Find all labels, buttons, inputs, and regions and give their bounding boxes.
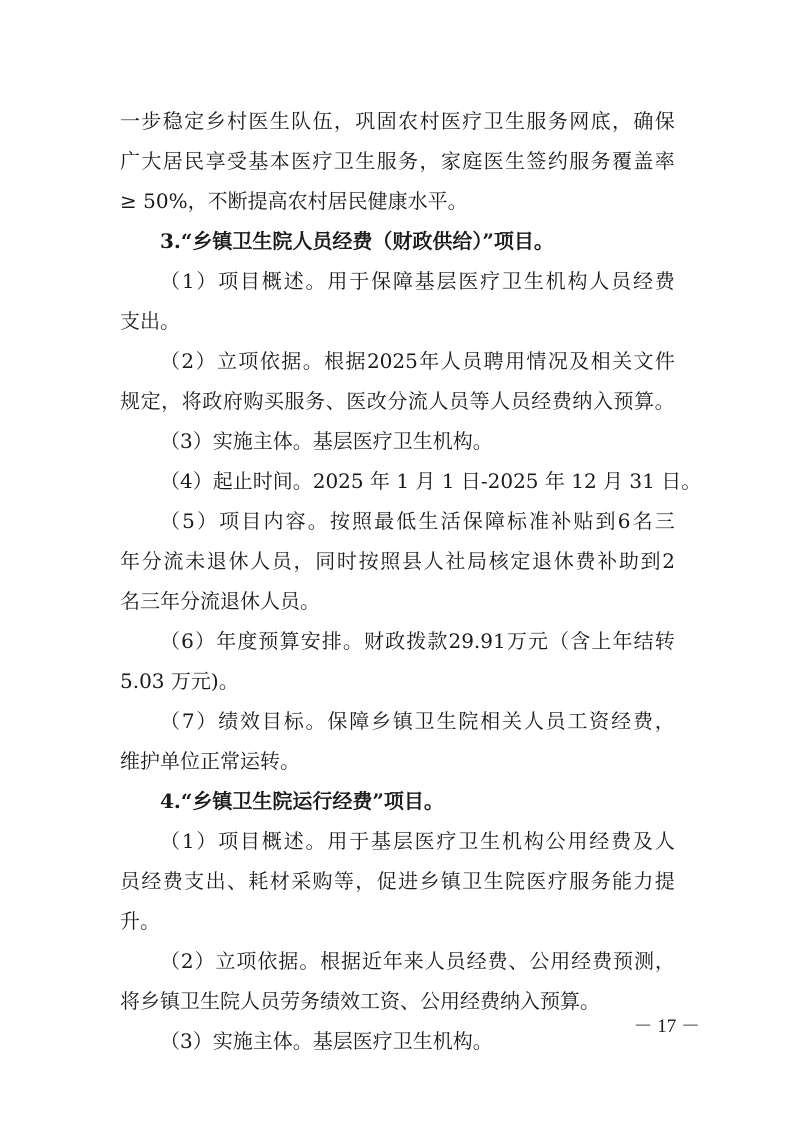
justified-text: （ 2 ） 立 项 依 据 。 根 据 2025 年 人 员 聘 用 情 况 及 相 关 文 件 — [160, 349, 675, 373]
section-heading — [0, 221, 793, 261]
paragraph-line — [0, 501, 793, 541]
paragraph-line — [0, 301, 793, 341]
justified-text: （ 2 ） 立 项 依 据 。 根 据 近 年 来 人 员 经 费 、 公 用 经 费 预 测 ， — [160, 949, 675, 973]
line-text: 维护单位正常运转。 — [120, 749, 300, 773]
line-text: （4）起止时间。2025 年 1 月 1 日-2025 年 12 月 31 日。 — [160, 469, 702, 493]
paragraph-line — [0, 821, 793, 861]
paragraph-line — [0, 261, 793, 301]
paragraph-line — [0, 621, 793, 661]
paragraph-line — [0, 181, 793, 221]
justified-text: （ 7 ） 绩 效 目 标 。 保 障 乡 镇 卫 生 院 相 关 人 员 工 资 经 费 ， — [160, 709, 675, 733]
paragraph-line — [0, 901, 793, 941]
line-text: （3）实施主体。基层医疗卫生机构。 — [160, 1029, 493, 1053]
paragraph-line — [0, 421, 793, 461]
paragraph-line — [0, 541, 793, 581]
justified-text: 一 步 稳 定 乡 村 医 生 队 伍 ， 巩 固 农 村 医 疗 卫 生 服 务 网 底 ， 确 保 — [120, 109, 675, 133]
line-text: 将乡镇卫生院人员劳务绩效工资、公用经费纳入预算。 — [120, 989, 600, 1013]
line-text: 5.03 万元)。 — [120, 669, 239, 693]
paragraph-line — [0, 941, 793, 981]
paragraph-line — [0, 741, 793, 781]
section-heading — [0, 781, 793, 821]
paragraph-line — [0, 861, 793, 901]
justified-text: 规 定 ， 将 政 府 购 买 服 务 、 医 改 分 流 人 员 等 人 员 经 费 纳 入 预 算 。 — [120, 389, 675, 413]
page-number: － 17 － — [633, 1016, 700, 1037]
paragraph-line — [0, 461, 793, 501]
line-text: 升。 — [120, 909, 160, 933]
justified-text: （ 1 ） 项 目 概 述 。 用 于 保 障 基 层 医 疗 卫 生 机 构 人 员 经 费 — [160, 269, 675, 293]
paragraph-line — [0, 341, 793, 381]
justified-text: 广 大 居 民 享 受 基 本 医 疗 卫 生 服 务 ， 家 庭 医 生 签 约 服 务 覆 盖 率 — [120, 149, 675, 173]
heading-text: 4.“乡镇卫生院运行经费”项目。 — [160, 789, 444, 813]
paragraph-line — [0, 701, 793, 741]
line-text: 名三年分流退休人员。 — [120, 589, 320, 613]
line-text: （3）实施主体。基层医疗卫生机构。 — [160, 429, 493, 453]
paragraph-line — [0, 581, 793, 621]
paragraph-line — [0, 101, 793, 141]
heading-text: 3.“乡镇卫生院人员经费（财政供给）”项目。 — [160, 229, 554, 253]
justified-text: 员 经 费 支 出 、 耗 材 采 购 等 ， 促 进 乡 镇 卫 生 院 医 疗 服 务 能 力 提 — [120, 869, 675, 893]
line-text: ≥ 50%，不断提高农村居民健康水平。 — [120, 189, 468, 213]
paragraph-line — [0, 661, 793, 701]
justified-text: （ 5 ） 项 目 内 容 。 按 照 最 低 生 活 保 障 标 准 补 贴 到 6 名 三 — [160, 509, 675, 533]
line-text: 支出。 — [120, 309, 180, 333]
paragraph-line — [0, 141, 793, 181]
justified-text: （ 6 ） 年 度 预 算 安 排 。 财 政 拨 款 29.91 万 元 （ 含 上 年 结 转 — [160, 629, 675, 653]
paragraph-line — [0, 381, 793, 421]
justified-text: （ 1 ） 项 目 概 述 。 用 于 基 层 医 疗 卫 生 机 构 公 用 经 费 及 人 — [160, 829, 675, 853]
justified-text: 年 分 流 未 退 休 人 员 ， 同 时 按 照 县 人 社 局 核 定 退 休 费 补 助 到 2 — [120, 549, 675, 573]
